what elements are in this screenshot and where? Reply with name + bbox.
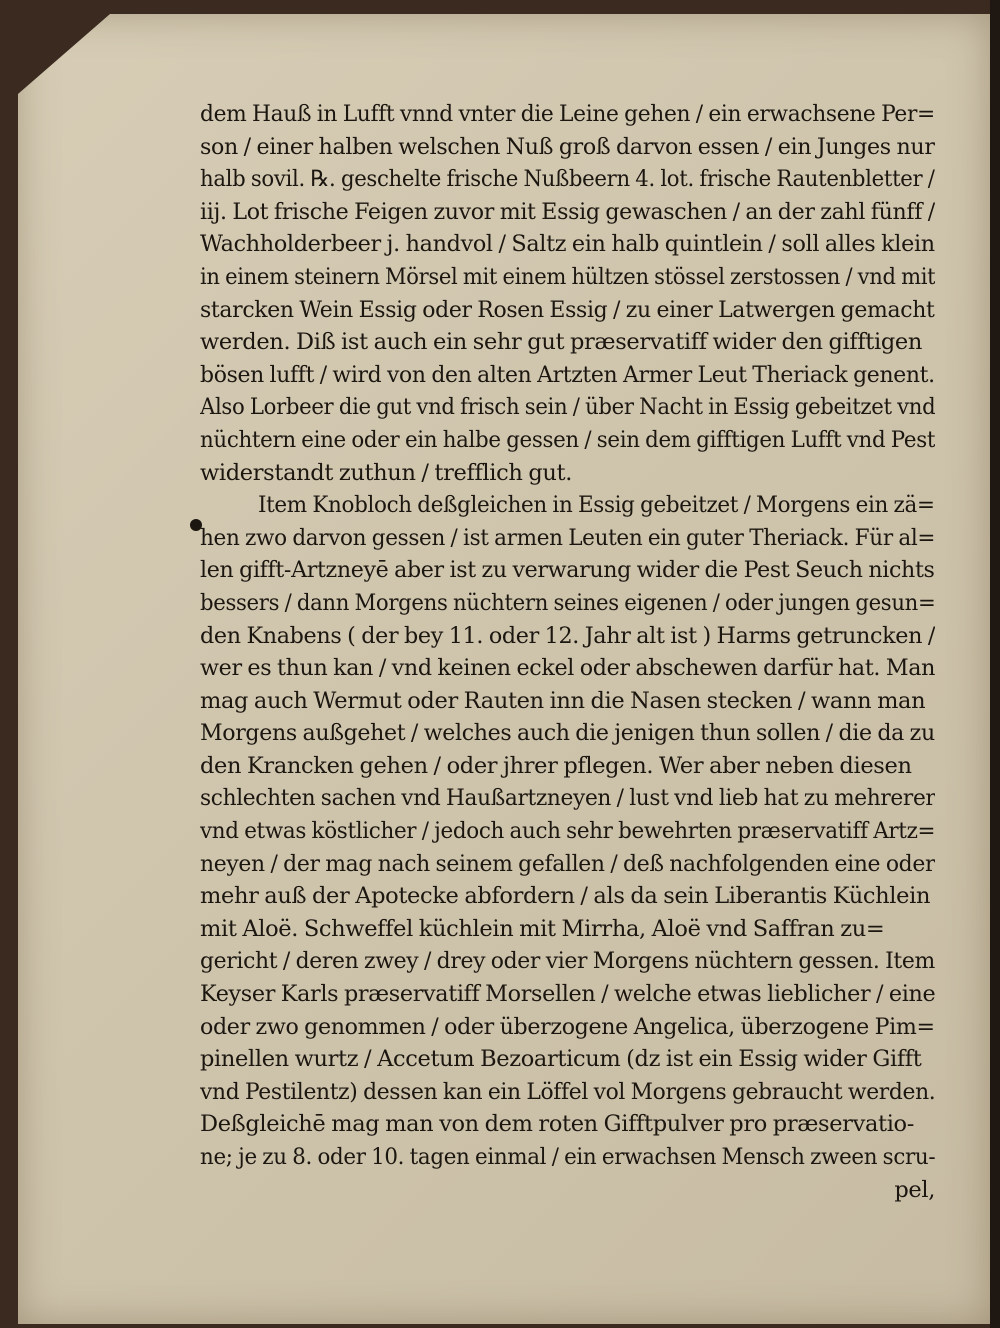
text-line: wer es thun kan / vnd keinen eckel oder abschewen darfür hat. Man (200, 655, 935, 682)
page-edge (990, 0, 1000, 1328)
text-line: starcken Wein Essig oder Rosen Essig / zu einer Latwergen gemacht (200, 296, 935, 323)
text-line: widerstandt zuthun / trefflich gut. (200, 459, 573, 486)
text-line: son / einer halben welschen Nuß groß darvon essen / ein Junges nur (200, 133, 935, 160)
text-line: hen zwo darvon gessen / ist armen Leuten ein guter Theriack. Für al= (200, 524, 935, 551)
text-line: gericht / deren zwey / drey oder vier Morgens nüchtern gessen. Item (200, 948, 935, 975)
text-line: ne; je zu 8. oder 10. tagen einmal / ein erwachsen Mensch zween scru- (200, 1144, 935, 1170)
text-line: halb sovil. ℞. geschelte frische Nußbeern 4. lot. frische Rautenbletter / (200, 166, 935, 193)
text-line: Wachholderbeer j. handvol / Saltz ein halb quintlein / soll alles klein (200, 231, 935, 258)
text-line: den Knabens ( der bey 11. oder 12. Jahr alt ist ) Harms getruncken / (200, 622, 935, 649)
text-line: mehr auß der Apotecke abfordern / als da sein Liberantis Küchlein (200, 883, 931, 910)
text-line: bessers / dann Morgens nüchtern seines eigenen / oder jungen gesun= (200, 589, 935, 616)
text-line: bösen lufft / wird von den alten Artzten Armer Leut Theriack genent. (200, 361, 935, 388)
text-line: in einem steinern Mörsel mit einem hültzen stössel zerstossen / vnd mit (200, 263, 935, 290)
text-line: dem Hauß in Lufft vnnd vnter die Leine gehen / ein erwachsene Per= (200, 101, 935, 127)
text-line: mit Aloë. Schweffel küchlein mit Mirrha, Aloë vnd Saffran zu= (200, 915, 885, 942)
text-line: werden. Diß ist auch ein sehr gut præservatiff wider den gifftigen (200, 329, 922, 356)
text-line: Deßgleichē mag man von dem roten Gifftpulver pro præservatio- (200, 1111, 914, 1138)
text-line: mag auch Wermut oder Rauten inn die Nasen stecken / wann man (200, 687, 926, 714)
text-line: schlechten sachen vnd Haußartzneyen / lust vnd lieb hat zu mehrerer (200, 785, 935, 812)
text-line: den Krancken gehen / oder jhrer pflegen. Wer aber neben diesen (200, 752, 912, 779)
text-line: Also Lorbeer die gut vnd frisch sein / über Nacht in Essig gebeitzet vnd (200, 394, 935, 421)
text-line: nüchtern eine oder ein halbe gessen / sein dem gifftigen Lufft vnd Pest (200, 426, 935, 453)
text-line: vnd Pestilentz) dessen kan ein Löffel vol Morgens gebraucht werden. (200, 1078, 935, 1105)
text-line: Keyser Karls præservatiff Morsellen / welche etwas lieblicher / eine (200, 981, 935, 1008)
text-line: pinellen wurtz / Accetum Bezoarticum (dz ist ein Essig wider Gifft (200, 1046, 922, 1073)
text-line: neyen / der mag nach seinem gefallen / deß nachfolgenden eine oder (200, 850, 935, 877)
text-line: vnd etwas köstlicher / jedoch auch sehr bewehrten præservatiff Artz= (200, 818, 935, 845)
text-line: Item Knobloch deßgleichen in Essig gebeitzet / Morgens ein zä= (258, 492, 935, 519)
text-line: oder zwo genommen / oder überzogene Angelica, überzogene Pim= (200, 1013, 935, 1040)
body-text (200, 98, 935, 1206)
text-line: iij. Lot frische Feigen zuvor mit Essig gewaschen / an der zahl fünff / (200, 198, 935, 225)
catchword: pel, (894, 1176, 935, 1203)
text-line: len gifft-Artzneyē aber ist zu verwarung wider die Pest Seuch nichts (200, 557, 935, 584)
text-line: Morgens außgehet / welches auch die jenigen thun sollen / die da zu (200, 720, 935, 747)
